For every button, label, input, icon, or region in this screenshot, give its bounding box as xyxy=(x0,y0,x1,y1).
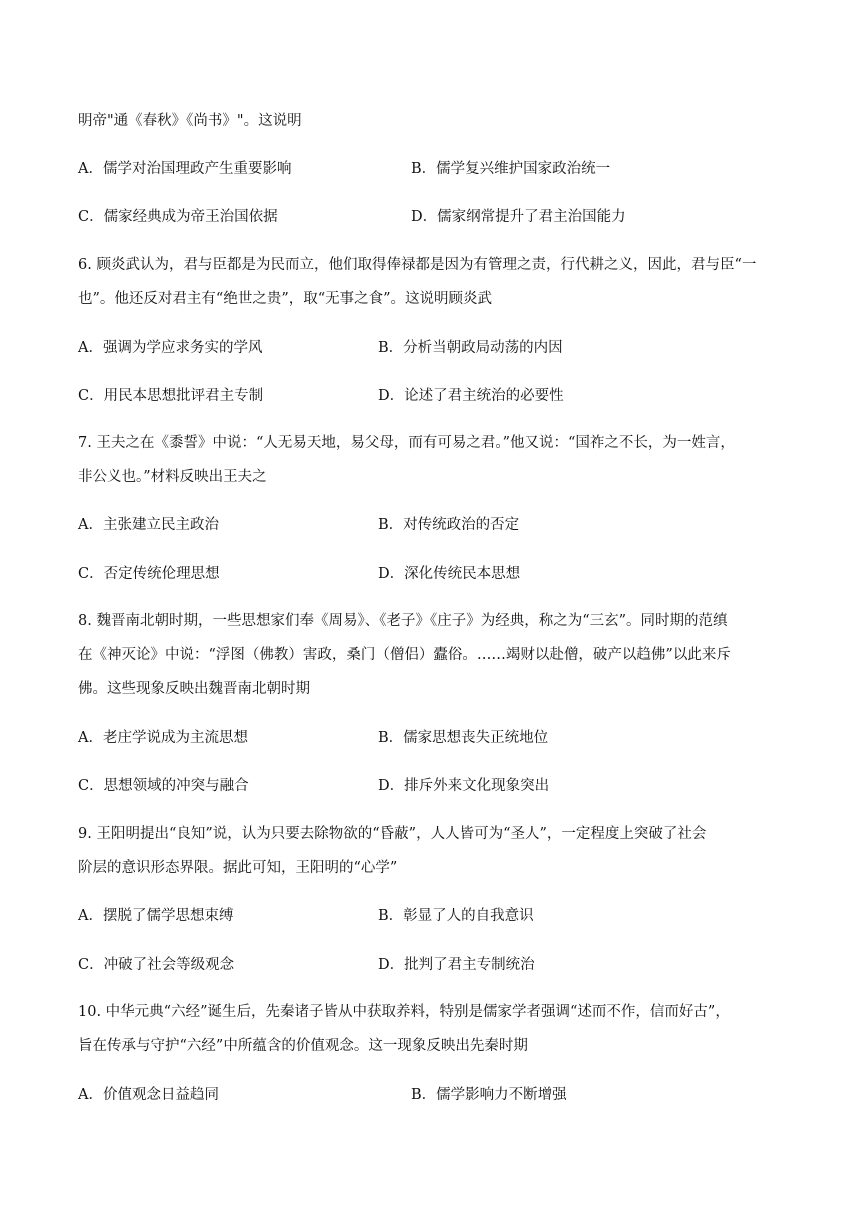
q9-option-c: C．冲破了社会等级观念 xyxy=(78,957,235,973)
q8-option-b: B．儒家思想丧失正统地位 xyxy=(378,730,549,746)
q8-option-c: C．思想领域的冲突与融合 xyxy=(78,778,249,794)
q7-option-c: C．否定传统伦理思想 xyxy=(78,566,220,582)
q7-option-d: D．深化传统民本思想 xyxy=(378,566,521,582)
q8-stem-line3: 佛。这些现象反映出魏晋南北朝时期 xyxy=(78,681,310,697)
q5-option-b: B．儒学复兴维护国家政治统一 xyxy=(411,161,611,177)
q10-option-b: B．儒学影响力不断增强 xyxy=(411,1087,567,1103)
q6-option-b: B．分析当朝政局动荡的内因 xyxy=(378,340,563,356)
q8-stem-line2: 在《神灭论》中说：“浮图（佛教）害政，桑门（僧侣）蠹俗。……竭财以赴僧，破产以趋佛”以此来斥 xyxy=(78,647,731,663)
q8-option-d: D．排斥外来文化现象突出 xyxy=(378,778,550,794)
q7-stem-line1: 7. 王夫之在《黍誓》中说：“人无易天地，易父母，而有可易之君。”他又说：“国祚之不长，为一姓言， xyxy=(78,435,735,451)
q6-option-a: A．强调为学应求务实的学风 xyxy=(78,340,263,356)
q6-stem-line2: 也”。他还反对君主有“绝世之贵”，取“无事之食”。这说明顾炎武 xyxy=(78,291,493,307)
q5-option-a: A．儒学对治国理政产生重要影响 xyxy=(78,161,292,177)
q10-stem-line1: 10. 中华元典“六经”诞生后，先秦诸子皆从中获取养料，特别是儒家学者强调“述而不作，信而好古”， xyxy=(78,1004,730,1020)
q7-option-b: B．对传统政治的否定 xyxy=(378,517,520,533)
q9-stem-line2: 阶层的意识形态界限。据此可知，王阳明的“心学” xyxy=(78,860,398,876)
q6-option-d: D．论述了君主统治的必要性 xyxy=(378,388,564,404)
q7-option-a: A．主张建立民主政治 xyxy=(78,517,219,533)
q7-stem-line2: 非公义也。”材料反映出王夫之 xyxy=(78,469,267,485)
q9-option-d: D．批判了君主专制统治 xyxy=(378,957,535,973)
q8-option-a: A．老庄学说成为主流思想 xyxy=(78,730,248,746)
q5-stem-tail: 明帝"通《春秋》《尚书》"。这说明 xyxy=(78,113,302,129)
q5-option-d: D．儒家纲常提升了君主治国能力 xyxy=(411,209,626,225)
q10-stem-line2: 旨在传承与守护“六经”中所蕴含的价值观念。这一现象反映出先秦时期 xyxy=(78,1038,528,1054)
q5-option-c: C．儒家经典成为帝王治国依据 xyxy=(78,209,278,225)
q10-option-a: A．价值观念日益趋同 xyxy=(78,1087,219,1103)
q8-stem-line1: 8. 魏晋南北朝时期，一些思想家们奉《周易》、《老子》《庄子》为经典，称之为“三玄”。同时期的范缜 xyxy=(78,613,728,629)
q6-option-c: C．用民本思想批评君主专制 xyxy=(78,388,264,404)
q9-option-b: B．彰显了人的自我意识 xyxy=(378,908,534,924)
q9-stem-line1: 9. 王阳明提出“良知”说，认为只要去除物欲的“昏蔽”，人人皆可为“圣人”，一定程度上突破了社会 xyxy=(78,826,707,842)
q9-option-a: A．摆脱了儒学思想束缚 xyxy=(78,908,234,924)
q6-stem-line1: 6. 顾炎武认为，君与臣都是为民而立，他们取得俸禄都是因为有管理之责，行代耕之义，因此，君与臣“一 xyxy=(78,257,757,273)
